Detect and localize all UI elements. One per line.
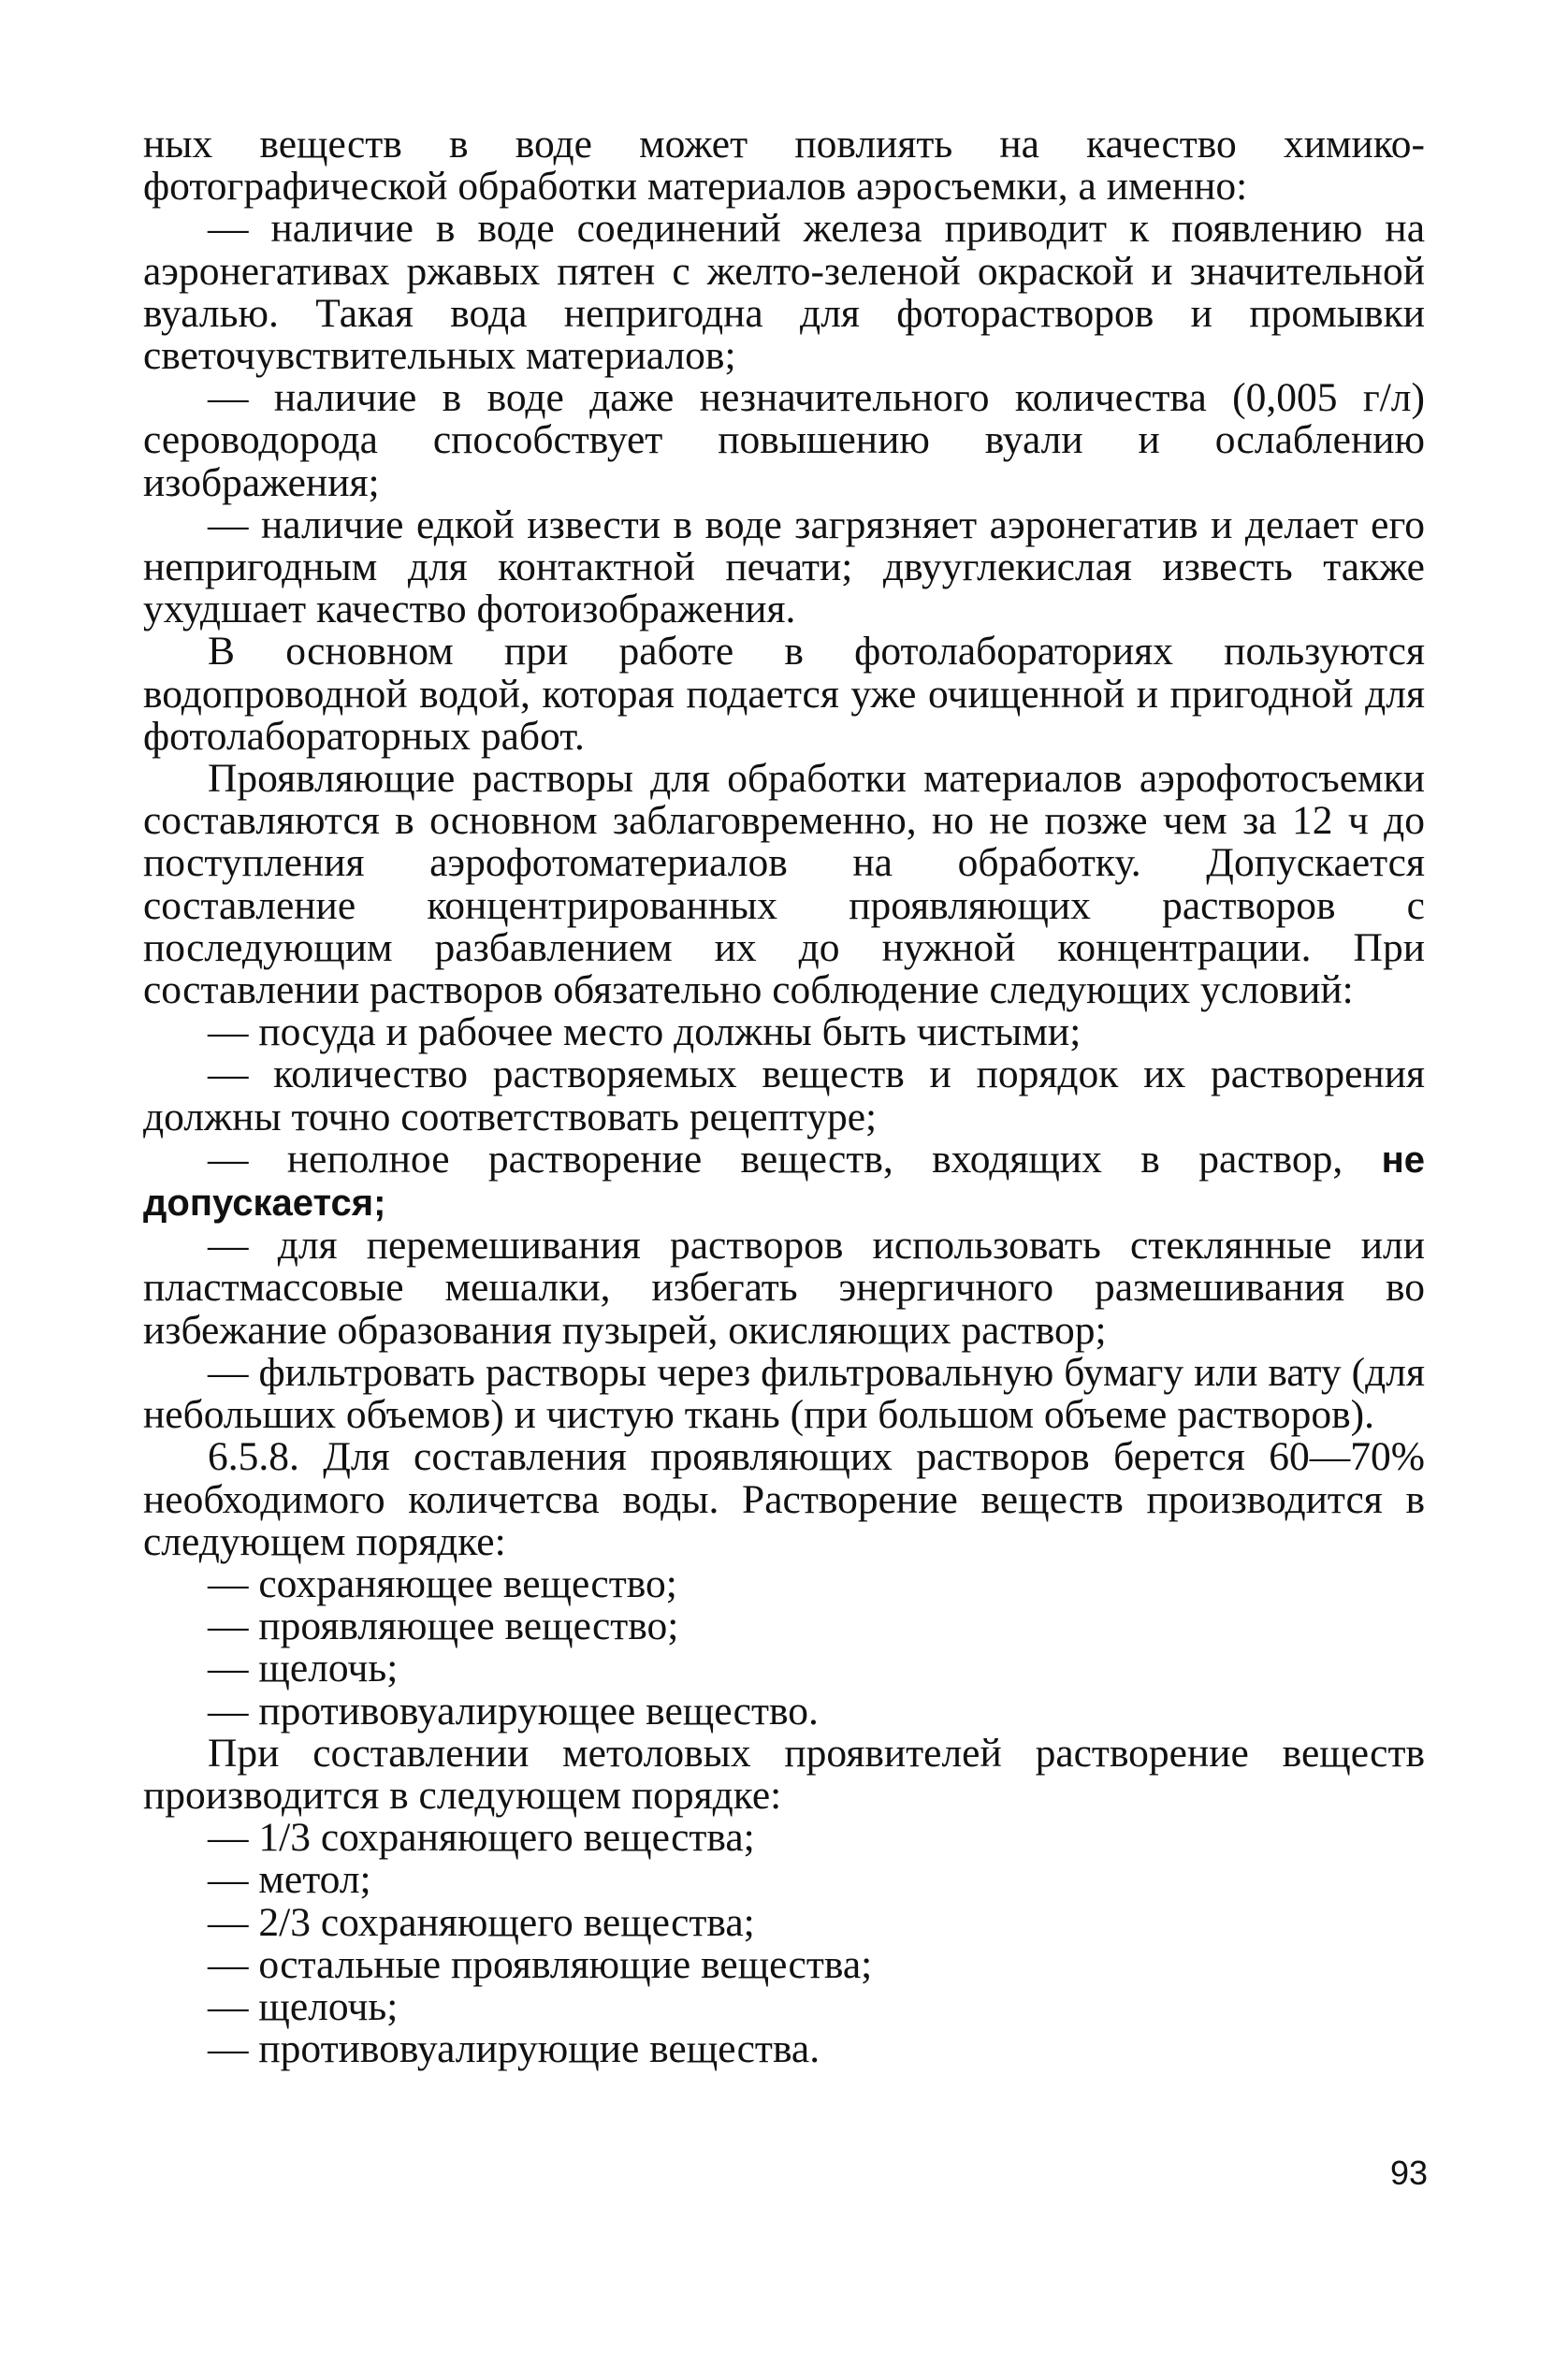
page-number: 93	[1390, 2154, 1429, 2192]
condition-complete-dissolution-text: неполное растворение веществ, входящих в раствор,	[286, 1136, 1343, 1182]
developers-paragraph: Проявляющие растворы для обработки материалов аэрофотосъемки составляются в основном заблаговременно, но не позже чем за 12 ч до поступления аэрофотоматериалов на обработку. Допускается составление концентрированных проявляющих растворов с последующим разбавлением их до нужной концентрации. При составлении растворов обязательно соблюдение следующих условий:	[143, 756, 1425, 1013]
conditions-list	[143, 1011, 1425, 1436]
water-effects-list	[143, 208, 1425, 631]
condition-stirring: — для перемешивания растворов использовать стеклянные или пластмассовые мешалки, избегать энергичного размешивания во избежание образования пузырей, окисляющих раствор;	[143, 1225, 1425, 1352]
page-body	[143, 123, 1425, 2070]
condition-filtering: — фильтровать растворы через фильтровальную бумагу или вату (для небольших объемов) и чистую ткань (при большом объеме растворов).	[143, 1352, 1425, 1436]
metol-paragraph: При составлении метоловых проявителей растворение веществ производится в следующем порядке:	[143, 1730, 1425, 1818]
metol-order-list	[143, 1817, 1425, 2070]
water-effect-lime: — наличие едкой извести в воде загрязняет аэронегатив и делает его непригодным для контактной печати; двууглекислая известь также ухудшает качество фотоизображения.	[143, 504, 1425, 631]
order-metol-item: — 1/3 сохраняющего вещества;	[143, 1817, 1425, 1859]
order-general-item: — щелочь;	[143, 1647, 1425, 1690]
order-metol-item: — противовуалирующие вещества.	[143, 2028, 1425, 2070]
order-general-item: — проявляющее вещество;	[143, 1605, 1425, 1647]
order-general-item: — сохраняющее вещество;	[143, 1563, 1425, 1605]
order-general-item: — противовуалирующее вещество.	[143, 1690, 1425, 1733]
order-metol-item: — метол;	[143, 1859, 1425, 1901]
condition-recipe: — количество растворяемых веществ и порядок их растворения должны точно соответствовать рецептуре;	[143, 1053, 1425, 1138]
water-effect-iron: — наличие в воде соединений железа приводит к появлению на аэронегативах ржавых пятен с желто-зеленой окраской и значительной вуалью. Такая вода непригодна для фоторастворов и промывки светочувствительных материалов;	[143, 208, 1425, 377]
condition-clean-dishes: — посуда и рабочее место должны быть чистыми;	[143, 1011, 1425, 1053]
not-allowed-emphasis: не допускается;	[143, 1139, 1426, 1225]
order-metol-item: — остальные проявляющие вещества;	[143, 1944, 1425, 1986]
tap-water-paragraph: В основном при работе в фотолабораториях пользуются водопроводной водой, которая подается уже очищенной и пригодной для фотолабораторных работ.	[143, 629, 1425, 759]
section-6-5-8-paragraph: 6.5.8. Для составления проявляющих растворов берется 60—70% необходимого количетсва воды. Растворение веществ производится в следующем порядке:	[143, 1434, 1425, 1564]
order-metol-item: — щелочь;	[143, 1986, 1425, 2028]
condition-complete-dissolution	[143, 1136, 1426, 1225]
intro-paragraph: ных веществ в воде может повлиять на качество химико-фотографической обработки материалов аэросъемки, а именно:	[143, 122, 1425, 210]
general-order-list	[143, 1560, 1425, 1734]
order-metol-item: — 2/3 сохраняющего вещества;	[143, 1902, 1425, 1944]
water-effect-hydrogen-sulfide: — наличие в воде даже незначительного количества (0,005 г/л) сероводорода способствует повышению вуали и ослаблению изображения;	[143, 377, 1425, 504]
